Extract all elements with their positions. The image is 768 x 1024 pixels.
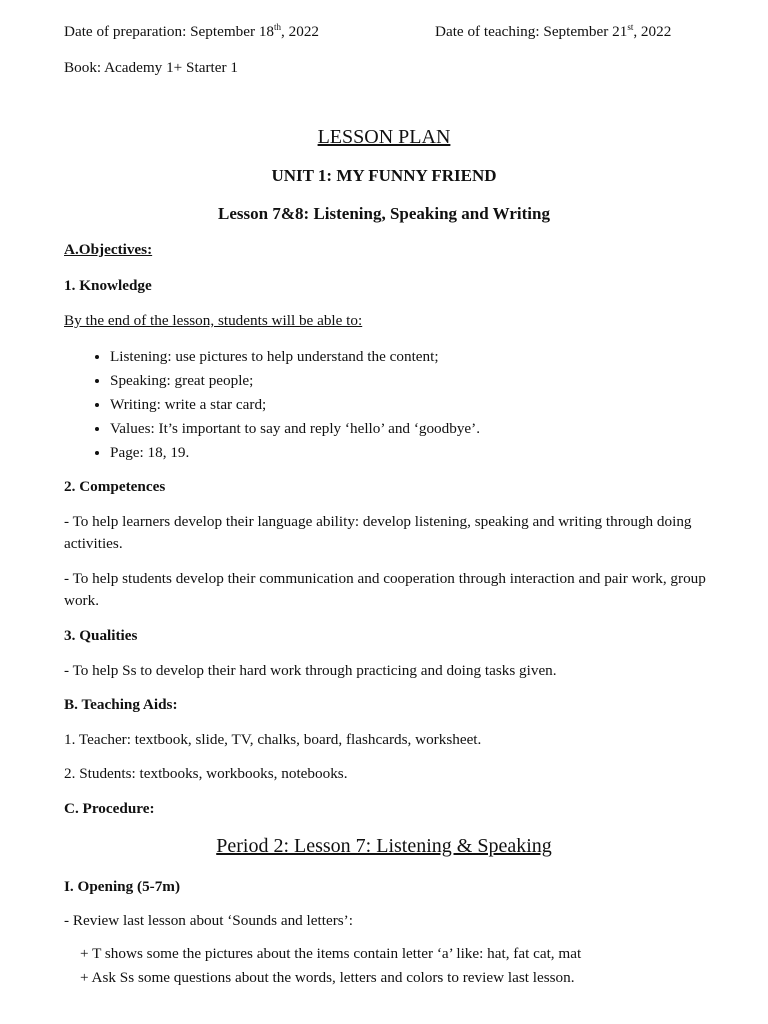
- book-line: Book: Academy 1+ Starter 1: [64, 59, 238, 76]
- competence-2: - To help students develop their communication and cooperation through interaction and pair work, group work.: [64, 570, 706, 609]
- competences-heading: 2. Competences: [64, 478, 166, 495]
- list-item: • Values: It’s important to say and reply ‘hello’ and ‘goodbye’.: [110, 417, 480, 441]
- list-item: • Listening: use pictures to help understand the content;: [110, 345, 480, 369]
- teach-year: , 2022: [633, 23, 672, 40]
- qualities-text: - To help Ss to develop their hard work through practicing and doing tasks given.: [64, 662, 557, 679]
- opening-step-1: + T shows some the pictures about the items contain letter ‘a’ like: hat, fat cat, mat: [80, 945, 582, 962]
- procedure-heading: C. Procedure:: [64, 800, 155, 817]
- objectives-heading: A.Objectives:: [64, 241, 153, 258]
- date-of-preparation: [64, 21, 319, 43]
- student-aids: 2. Students: textbooks, workbooks, notebooks.: [64, 765, 348, 782]
- prep-sup: th: [274, 21, 282, 32]
- teacher-aids: 1. Teacher: textbook, slide, TV, chalks, board, flashcards, worksheet.: [64, 731, 482, 748]
- teaching-aids-heading: B. Teaching Aids:: [64, 696, 178, 713]
- knowledge-heading: 1. Knowledge: [64, 277, 152, 294]
- date-of-teaching: [435, 21, 671, 43]
- knowledge-intro: By the end of the lesson, students will be able to:: [64, 312, 363, 329]
- period-title: Period 2: Lesson 7: Listening & Speaking: [216, 835, 552, 857]
- opening-step-2: + Ask Ss some questions about the words, letters and colors to review last lesson.: [80, 969, 575, 986]
- qualities-heading: 3. Qualities: [64, 627, 138, 644]
- knowledge-list: [86, 345, 480, 465]
- teach-label: Date of teaching: September 21: [435, 23, 628, 40]
- lesson-title: Lesson 7&8: Listening, Speaking and Writing: [218, 204, 550, 223]
- list-item: • Writing: write a star card;: [110, 393, 480, 417]
- unit-title: UNIT 1: MY FUNNY FRIEND: [271, 166, 497, 185]
- opening-heading: I. Opening (5-7m): [64, 878, 181, 895]
- list-item: • Speaking: great people;: [110, 369, 480, 393]
- review-line: - Review last lesson about ‘Sounds and letters’:: [64, 912, 353, 929]
- prep-year: , 2022: [281, 23, 319, 40]
- teach-sup: st: [627, 21, 634, 32]
- list-item: • Page: 18, 19.: [110, 441, 480, 465]
- competence-1: - To help learners develop their language ability: develop listening, speaking and writing through doing activities.: [64, 513, 692, 552]
- page-title: LESSON PLAN: [317, 126, 451, 148]
- prep-label: Date of preparation: September 18: [64, 23, 275, 40]
